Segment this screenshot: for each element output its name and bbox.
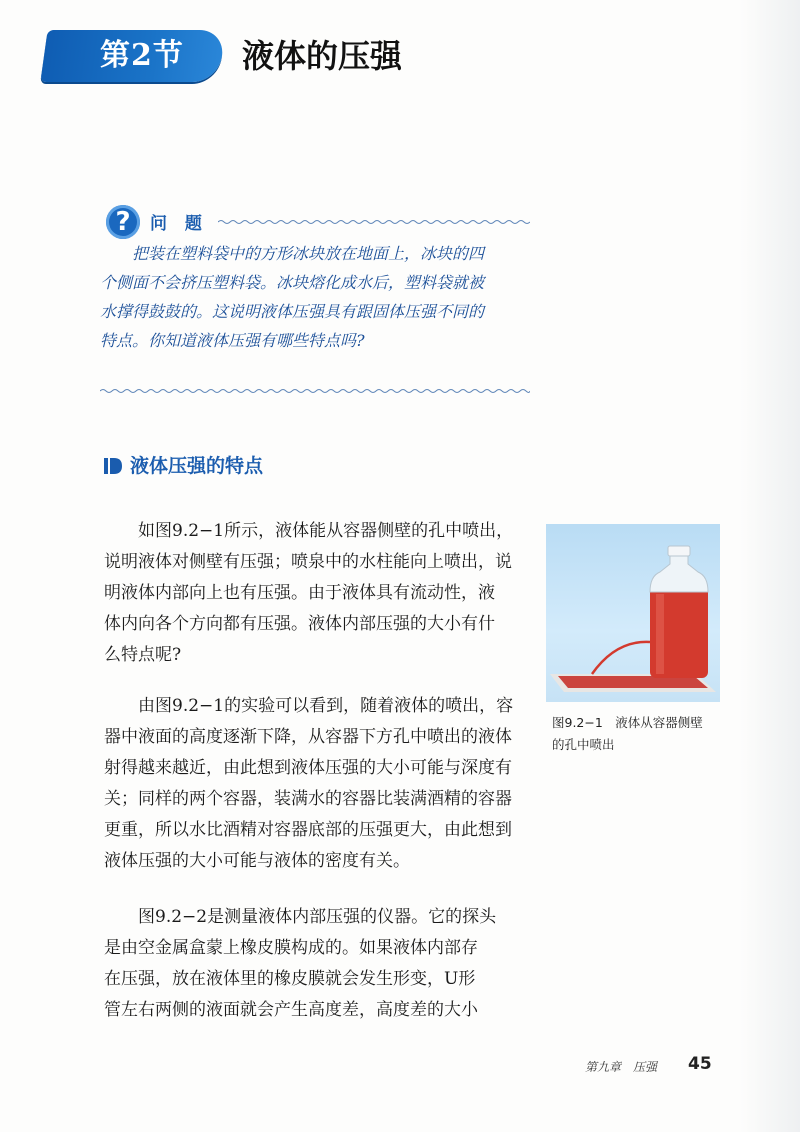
figure-bottle-photo [546, 524, 720, 702]
question-line: 特点。你知道液体压强有哪些特点吗? [100, 331, 365, 350]
text-line: 管左右两侧的液面就会产生高度差，高度差的大小 [104, 1000, 478, 1020]
wavy-divider-top [218, 219, 530, 225]
question-mark-icon: ? [106, 205, 140, 239]
text-line: 关；同样的两个容器，装满水的容器比装满酒精的容器 [104, 789, 512, 809]
question-line: 水撑得鼓鼓的。这说明液体压强具有跟固体压强不同的 [100, 302, 485, 321]
page-title: 液体的压强 [242, 37, 403, 75]
question-line: 个侧面不会挤压塑料袋。冰块熔化成水后，塑料袋就被 [100, 273, 485, 292]
bottle-cap [668, 546, 690, 556]
text-line: 射得越来越近，由此想到液体压强的大小可能与深度有 [104, 758, 512, 778]
page-shadow [740, 0, 800, 1132]
paragraph-2 [104, 691, 534, 877]
text-line: 更重，所以水比酒精对容器底部的压强更大，由此想到 [104, 820, 512, 840]
paragraph-1 [104, 516, 534, 671]
paragraph-3 [104, 902, 534, 1026]
question-header [100, 205, 530, 241]
bottle-top [650, 554, 708, 592]
text-line: 在压强，放在液体里的橡皮膜就会发生形变，U形 [104, 969, 476, 989]
caption-line: 的孔中喷出 [552, 737, 615, 752]
text-line: 明液体内部向上也有压强。由于液体具有流动性，液 [104, 583, 495, 603]
text-line: 器中液面的高度逐渐下降，从容器下方孔中喷出的液体 [104, 727, 512, 747]
text-line: 由图9.2−1的实验可以看到，随着液体的喷出，容 [104, 696, 514, 716]
section-number: 第2节 [100, 38, 184, 73]
text-line: 么特点呢? [104, 645, 182, 665]
wavy-divider-bottom [100, 388, 530, 394]
caption-line: 图9.2−1 液体从容器侧壁 [552, 715, 703, 730]
text-line: 如图9.2−1所示，液体能从容器侧壁的孔中喷出， [104, 521, 514, 541]
subsection-title: 液体压强的特点 [130, 455, 264, 477]
figure-caption [552, 712, 732, 756]
bottle-highlight [656, 594, 664, 674]
section-marker-icon [104, 457, 122, 475]
text-line: 液体压强的大小可能与液体的密度有关。 [104, 851, 410, 871]
water-jet [592, 642, 650, 674]
question-text [100, 239, 530, 355]
text-line: 是由空金属盒蒙上橡皮膜构成的。如果液体内部存 [104, 938, 478, 958]
text-line: 图9.2−2是测量液体内部压强的仪器。它的探头 [104, 907, 497, 927]
text-line: 体内向各个方向都有压强。液体内部压强的大小有什 [104, 614, 495, 634]
page-number: 45 [688, 1054, 712, 1074]
bottle-illustration [546, 524, 720, 702]
chapter-footer: 第九章 压强 [585, 1060, 658, 1074]
question-line: 把装在塑料袋中的方形冰块放在地面上，冰块的四 [100, 244, 485, 263]
question-label: 问 题 [150, 214, 208, 234]
text-line: 说明液体对侧壁有压强；喷泉中的水柱能向上喷出，说 [104, 552, 512, 572]
